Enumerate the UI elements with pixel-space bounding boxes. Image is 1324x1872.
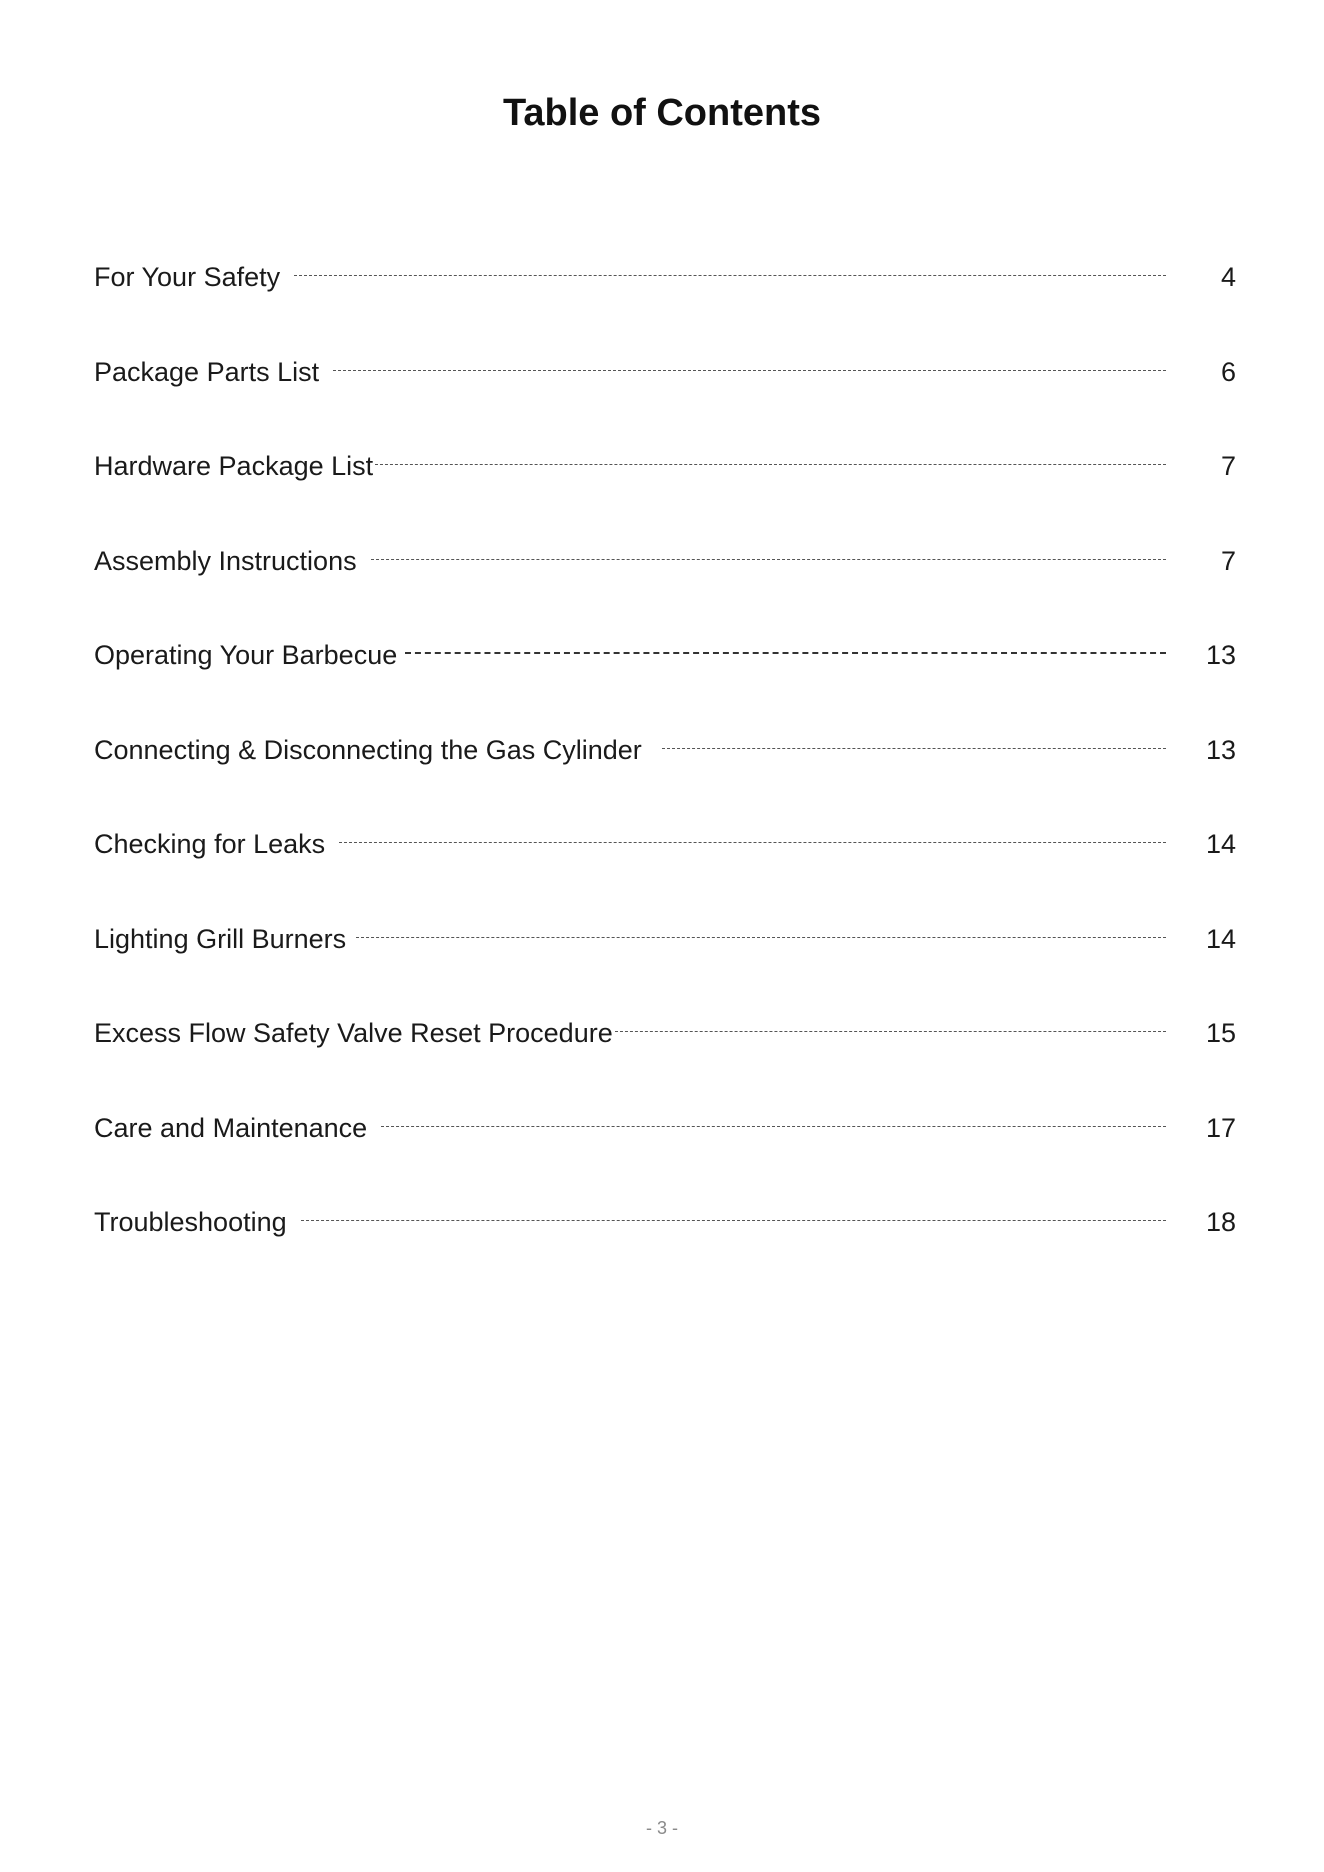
- page-title: Table of Contents: [502, 92, 822, 134]
- toc-entry-label: Care and Maintenance: [94, 1112, 368, 1143]
- toc-entry-operating-your-barbecue[interactable]: [94, 640, 1236, 735]
- toc-entry-label: Checking for Leaks: [94, 829, 326, 859]
- dot-leader: [381, 1126, 1166, 1127]
- page-number: - 3 -: [645, 1818, 678, 1838]
- toc-entry-label: For Your Safety: [94, 262, 281, 292]
- toc-entry-label: Connecting & Disconnecting the Gas Cylinder: [94, 734, 642, 765]
- dot-leader: [375, 464, 1166, 465]
- dot-leader: [339, 842, 1166, 843]
- dot-leader: [405, 652, 1166, 654]
- toc-entry-for-your-safety[interactable]: [94, 262, 1236, 357]
- toc-entry-troubleshooting[interactable]: [94, 1207, 1236, 1302]
- table-of-contents: [94, 262, 1236, 1302]
- toc-entry-page: 7: [1220, 545, 1236, 576]
- toc-entry-package-parts-list[interactable]: [94, 357, 1236, 452]
- toc-entry-assembly-instructions[interactable]: [94, 546, 1236, 641]
- toc-entry-label: Hardware Package List: [94, 451, 374, 481]
- toc-entry-page: 18: [1205, 1207, 1236, 1237]
- toc-entry-page: 14: [1205, 923, 1236, 954]
- toc-entry-page: 6: [1220, 356, 1236, 387]
- dot-leader: [662, 748, 1166, 749]
- toc-entry-hardware-package-list[interactable]: [94, 451, 1236, 546]
- dot-leader: [333, 370, 1166, 371]
- toc-entry-page: 13: [1205, 734, 1236, 765]
- toc-entry-page: 4: [1220, 262, 1236, 292]
- toc-entry-page: 17: [1205, 1112, 1236, 1143]
- dot-leader: [294, 275, 1166, 276]
- dot-leader: [301, 1220, 1166, 1221]
- toc-entry-page: 7: [1220, 451, 1236, 481]
- toc-entry-label: Troubleshooting: [94, 1207, 287, 1237]
- toc-entry-lighting-grill-burners[interactable]: [94, 924, 1236, 1019]
- dot-leader: [615, 1031, 1166, 1032]
- toc-entry-excess-flow-valve-reset[interactable]: [94, 1018, 1236, 1113]
- toc-entry-label: Operating Your Barbecue: [94, 640, 398, 670]
- toc-entry-label: Package Parts List: [94, 356, 320, 387]
- toc-entry-label: Lighting Grill Burners: [94, 923, 347, 954]
- toc-entry-page: 15: [1205, 1018, 1236, 1048]
- toc-entry-label: Excess Flow Safety Valve Reset Procedure: [94, 1018, 613, 1048]
- dot-leader: [356, 937, 1166, 938]
- toc-entry-page: 14: [1205, 829, 1236, 859]
- toc-entry-care-and-maintenance[interactable]: [94, 1113, 1236, 1208]
- toc-entry-label: Assembly Instructions: [94, 545, 357, 576]
- dot-leader: [371, 559, 1166, 560]
- toc-entry-connecting-gas-cylinder[interactable]: [94, 735, 1236, 830]
- toc-entry-checking-for-leaks[interactable]: [94, 829, 1236, 924]
- toc-entry-page: 13: [1205, 640, 1236, 670]
